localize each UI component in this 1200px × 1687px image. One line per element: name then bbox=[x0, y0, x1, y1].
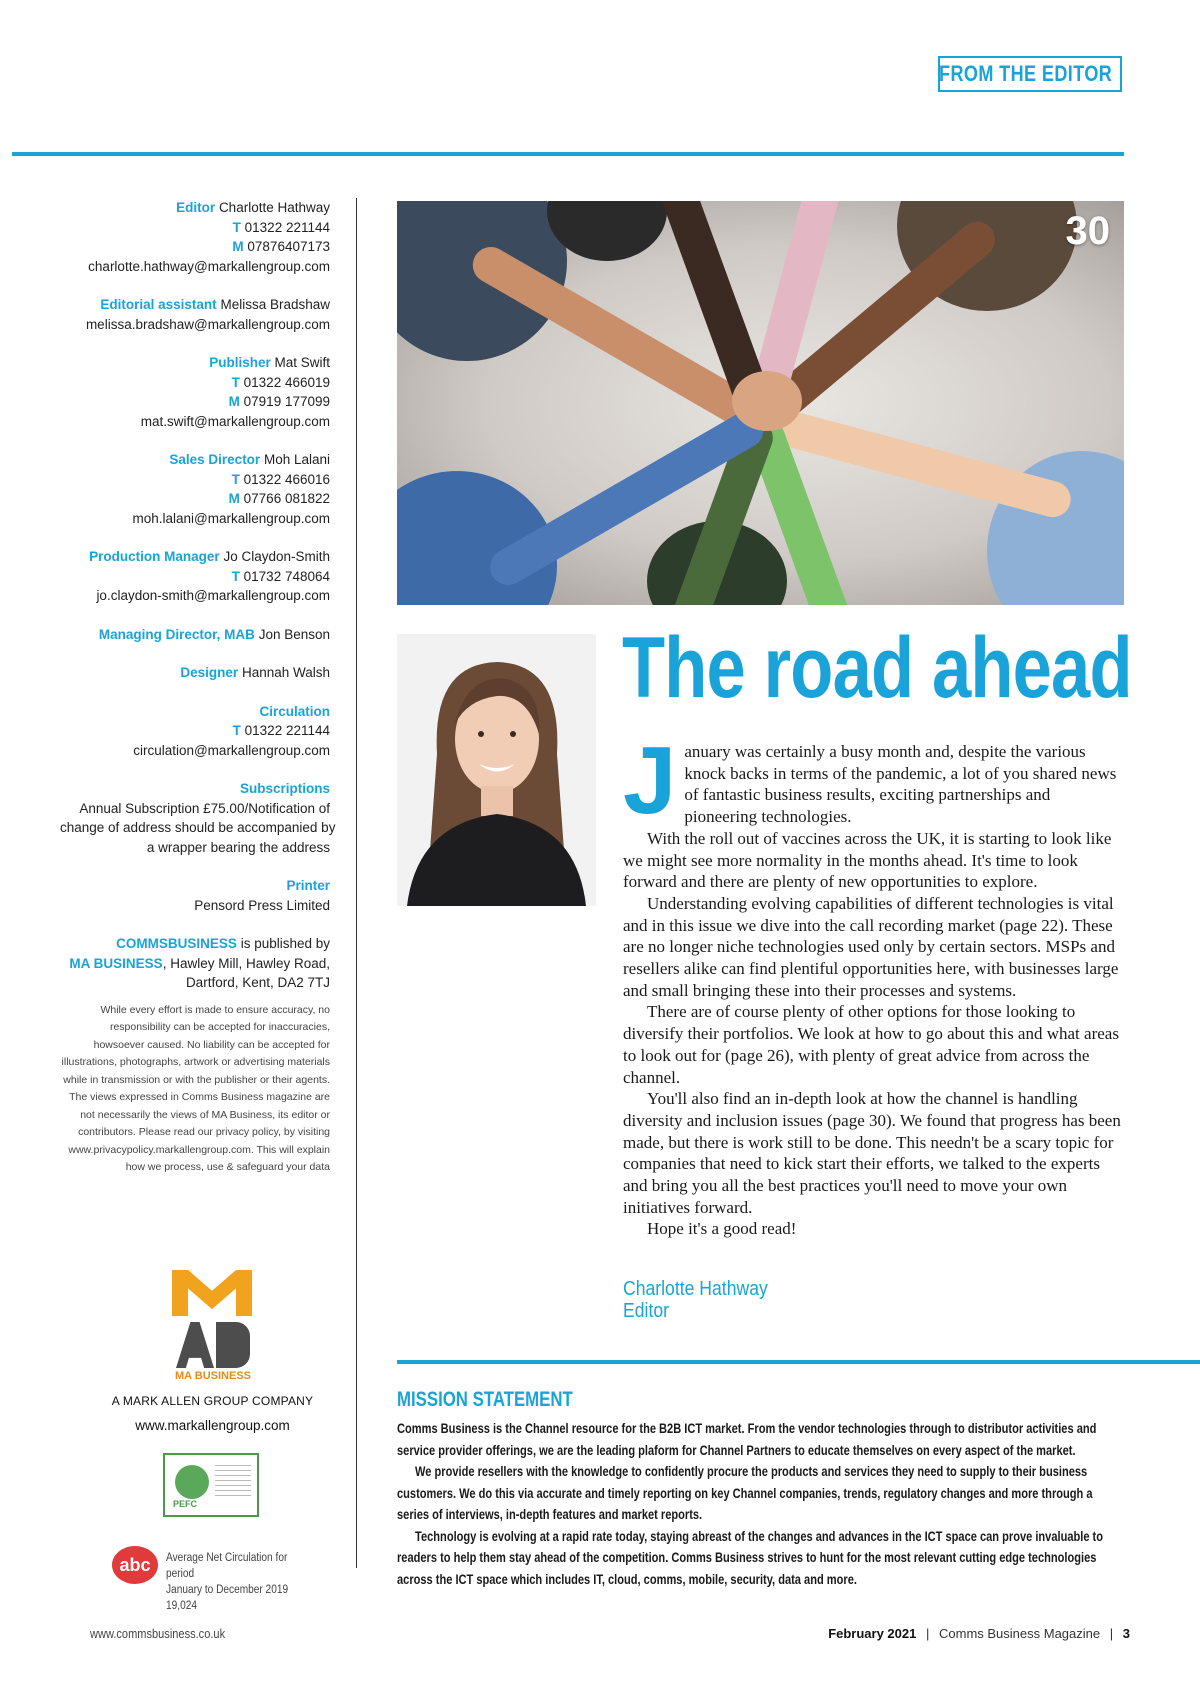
portrait-illustration bbox=[397, 634, 596, 906]
masthead-production-manager: Production Manager Jo Claydon-Smith T 01732 748064 jo.claydon-smith@markallengroup.com bbox=[60, 547, 330, 606]
article-paragraph: Hope it's a good read! bbox=[647, 1219, 797, 1239]
masthead-published-by: COMMSBUSINESS is published by MA BUSINESS, Hawley Mill, Hawley Road, Dartford, Kent, DA2 7TJ bbox=[69, 936, 330, 990]
article-paragraph: You'll also find an in-depth look at how the channel is handling diversity and inclusion issues (page 30). We found that progress has been made, but there is work still to be done. This needn't be a scary topic for companies that need to kick start their efforts, we talked to the experts and bring you all the best practices you'll need to move your own initiatives forward. bbox=[623, 1089, 1121, 1217]
article-paragraph: Understanding evolving capabilities of different technologies is vital and in this issue we dive into the call recording market (page 22). These are no longer niche technologies used only by certain sectors. MSPs and resellers alike can find plentiful opportunities here, with businesses large and small bringing these into their processes and systems. bbox=[623, 893, 1119, 1000]
footer-issue-info: February 2021 | Comms Business Magazine | 3 bbox=[828, 1626, 1130, 1641]
publisher-email[interactable]: mat.swift@markallengroup.com bbox=[140, 413, 330, 429]
column-divider bbox=[356, 198, 357, 1568]
disclaimer: While every effort is made to ensure accuracy, no responsibility can be accepted for inaccuracies, howsoever caused. No liability can be accepted for illustrations, photographs, artwork or advertising materials while in transmission or with the publisher or their agents. The views expressed in Comms Business magazine are not necessarily the views of MA Business, its editor or contributors. Please read our privacy policy, by visiting www.privacypolicy.markallengroup.com. This will explain how we process, use & safeguard your data bbox=[61, 1003, 330, 1173]
article-paragraph: There are of course plenty of other options for those looking to diversify their portfolios. We look at how to go about this and what areas to look out for (page 26), with plenty of great advice from across the channel. bbox=[623, 1002, 1119, 1087]
assistant-email[interactable]: melissa.bradshaw@markallengroup.com bbox=[85, 316, 330, 332]
footer-date: February 2021 bbox=[828, 1626, 917, 1641]
ma-business-logo bbox=[172, 1270, 252, 1380]
masthead-managing-director: Managing Director, MAB Jon Benson bbox=[98, 626, 330, 642]
masthead-designer: Designer Hannah Walsh bbox=[180, 665, 330, 680]
editor-mobile: 07876407173 bbox=[247, 239, 330, 254]
mission-title: MISSION STATEMENT bbox=[397, 1388, 573, 1411]
editor-label: Editor bbox=[176, 200, 216, 215]
pefc-tree-icon bbox=[175, 1465, 209, 1499]
masthead-circulation: Circulation T 01322 221144 circulation@markallengroup.com bbox=[60, 702, 330, 761]
abc-circulation-text: Average Net Circulation for period January to December 2019 19,024 bbox=[166, 1552, 289, 1612]
signature-name: Charlotte Hathway bbox=[623, 1278, 768, 1300]
company-line: A MARK ALLEN GROUP COMPANY bbox=[111, 1394, 314, 1408]
masthead-publisher: Publisher Mat Swift T 01322 466019 M 07919 177099 mat.swift@markallengroup.com bbox=[60, 353, 330, 431]
article-headline: The road ahead bbox=[622, 620, 1132, 716]
footer-url[interactable]: www.commsbusiness.co.uk bbox=[90, 1626, 226, 1641]
editor-portrait bbox=[397, 634, 596, 906]
editor-email[interactable]: charlotte.hathway@markallengroup.com bbox=[88, 258, 330, 274]
mission-divider bbox=[397, 1360, 1200, 1364]
signature bbox=[623, 1278, 768, 1322]
masthead-editorial-assistant: Editorial assistant Melissa Bradshaw melissa.bradshaw@markallengroup.com bbox=[60, 295, 330, 334]
abc-logo: abc bbox=[112, 1546, 158, 1584]
ma-business-wordmark: MA BUSINESS bbox=[175, 1370, 251, 1382]
masthead-subscriptions: Subscriptions Annual Subscription £75.00/Notification of change of address should be accompanied by a wrapper bearing the address bbox=[60, 781, 336, 855]
signature-title: Editor bbox=[623, 1300, 669, 1322]
production-email[interactable]: jo.claydon-smith@markallengroup.com bbox=[96, 588, 330, 603]
drop-cap: J bbox=[623, 727, 677, 834]
masthead-editor: Editor Charlotte Hathway T 01322 221144 M 07876407173 charlotte.hathway@markallengroup.com bbox=[60, 198, 330, 276]
mission-body: Comms Business is the Channel resource for the B2B ICT market. From the vendor technologies through to distributor activities and service provider offerings, we are the leading plaform for Channel Partners to educate themselves on every aspect of the market. We provide resellers with the knowledge to confidently procure the products and services they need to supply to their business customers. We do this via accurate and timely reporting on key Channel companies, trends, regulatory changes and more through a series of interviews, in-depth features and market reports. Technology is evolving at a rapid rate today, staying abreast of the changes and advances in the ICT space can prove invaluable to readers to help them stay ahead of the competition. Comms Business strives to hunt for the most relevant cutting edge technologies across the ICT space which includes IT, cloud, comms, mobile, security, data and more. bbox=[397, 1421, 1104, 1587]
hero-photo-hands-together bbox=[397, 201, 1124, 605]
masthead-sales-director: Sales Director Moh Lalani T 01322 466016 M 07766 081822 moh.lalani@markallengroup.com bbox=[60, 450, 330, 528]
article-paragraph: With the roll out of vaccines across the UK, it is starting to look like we might see more normality in the months ahead. It's time to look forward and there are plenty of new opportunities to explore. bbox=[623, 828, 1112, 892]
article-paragraph-1: January was certainly a busy month and, despite the various knock backs in terms of the pandemic, a lot of you shared news of fantastic business results, exciting partnerships and pioneering technologies. bbox=[623, 727, 1117, 834]
company-url[interactable]: www.markallengroup.com bbox=[135, 1418, 290, 1433]
page-reference-number: 30 bbox=[1065, 209, 1110, 253]
circulation-email[interactable]: circulation@markallengroup.com bbox=[133, 742, 330, 758]
masthead bbox=[60, 198, 336, 1177]
footer-magazine: Comms Business Magazine bbox=[939, 1626, 1101, 1641]
pefc-certified-badge: PEFC bbox=[163, 1453, 259, 1517]
section-tag bbox=[938, 56, 1122, 92]
sales-email[interactable]: moh.lalani@markallengroup.com bbox=[132, 510, 330, 526]
mission-statement bbox=[397, 1388, 1117, 1590]
editor-phone: 01322 221144 bbox=[244, 219, 330, 235]
footer-page-number: 3 bbox=[1122, 1626, 1130, 1641]
editor-name: Charlotte Hathway bbox=[218, 200, 330, 215]
article-body bbox=[623, 727, 1121, 1240]
section-tag-label: FROM THE EDITOR bbox=[939, 61, 1113, 86]
masthead-printer: Printer Pensord Press Limited bbox=[194, 878, 330, 913]
top-divider bbox=[12, 152, 1124, 156]
